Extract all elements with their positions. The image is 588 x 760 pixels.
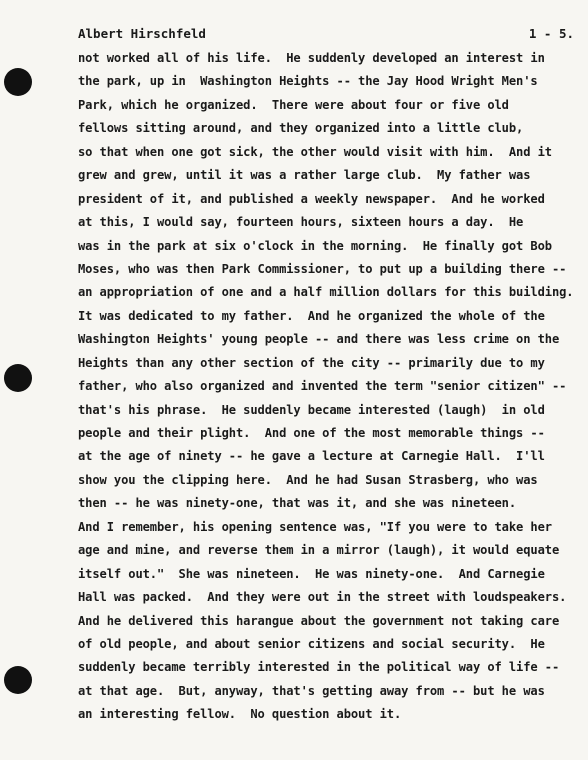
text-line: the park, up in Washington Heights -- the Jay Hood Wright Men's — [78, 74, 538, 89]
text-line: fellows sitting around, and they organized into a little club, — [78, 121, 524, 136]
text-line: so that when one got sick, the other would visit with him. And it — [78, 144, 552, 159]
text-line: father, who also organized and invented the term "senior citizen" -- — [78, 379, 567, 394]
text-line: And he delivered this harangue about the government not taking care — [78, 613, 560, 628]
text-line: that's his phrase. He suddenly became interested (laugh) in old — [78, 402, 545, 417]
punch-hole-middle — [4, 364, 32, 392]
text-line: at this, I would say, fourteen hours, sixteen hours a day. He — [78, 215, 524, 230]
text-line: an appropriation of one and a half million dollars for this building. — [78, 285, 574, 300]
text-line: people and their plight. And one of the most memorable things -- — [78, 426, 545, 440]
text-line: of old people, and about senior citizens and social security. He — [78, 636, 545, 651]
interviewee-name: Albert Hirschfeld — [78, 26, 206, 41]
text-line: president of it, and published a weekly newspaper. And he worked — [78, 191, 545, 206]
text-line: at that age. But, anyway, that's getting away from -- but he was — [78, 683, 545, 698]
text-line: Heights than any other section of the city -- primarily due to my — [78, 355, 545, 370]
text-line: Washington Heights' young people -- and there was less crime on the — [78, 332, 560, 347]
text-line: It was dedicated to my father. And he organized the whole of the — [78, 308, 545, 323]
text-line: grew and grew, until it was a rather large club. My father was — [78, 168, 531, 183]
text-line: suddenly became terribly interested in the political way of life -- — [78, 660, 560, 675]
text-line: show you the clipping here. And he had Susan Strasberg, who was — [78, 472, 538, 487]
punch-hole-bottom — [4, 666, 32, 694]
text-line: age and mine, and reverse them in a mirror (laugh), it would equate — [78, 543, 560, 558]
page-number: 1 - 5. — [528, 26, 574, 41]
text-line: at the age of ninety -- he gave a lecture at Carnegie Hall. I'll — [78, 449, 545, 464]
text-line: then -- he was ninety-one, that was it, and she was nineteen. — [78, 496, 517, 511]
transcript-body — [78, 47, 578, 727]
text-line: Hall was packed. And they were out in the street with loudspeakers. — [78, 590, 567, 605]
text-line: Moses, who was then Park Commissioner, to put up a building there -- — [78, 261, 567, 276]
text-line: And I remember, his opening sentence was, "If you were to take her — [78, 519, 552, 534]
text-line: an interesting fellow. No question about it. — [78, 707, 402, 722]
text-line: itself out." She was nineteen. He was ninety-one. And Carnegie — [78, 566, 545, 581]
text-line: not worked all of his life. He suddenly developed an interest in — [78, 51, 545, 65]
punch-hole-top — [4, 68, 32, 96]
text-line: was in the park at six o'clock in the morning. He finally got Bob — [78, 238, 552, 253]
text-line: Park, which he organized. There were about four or five old — [78, 97, 509, 112]
page-header — [78, 26, 574, 44]
